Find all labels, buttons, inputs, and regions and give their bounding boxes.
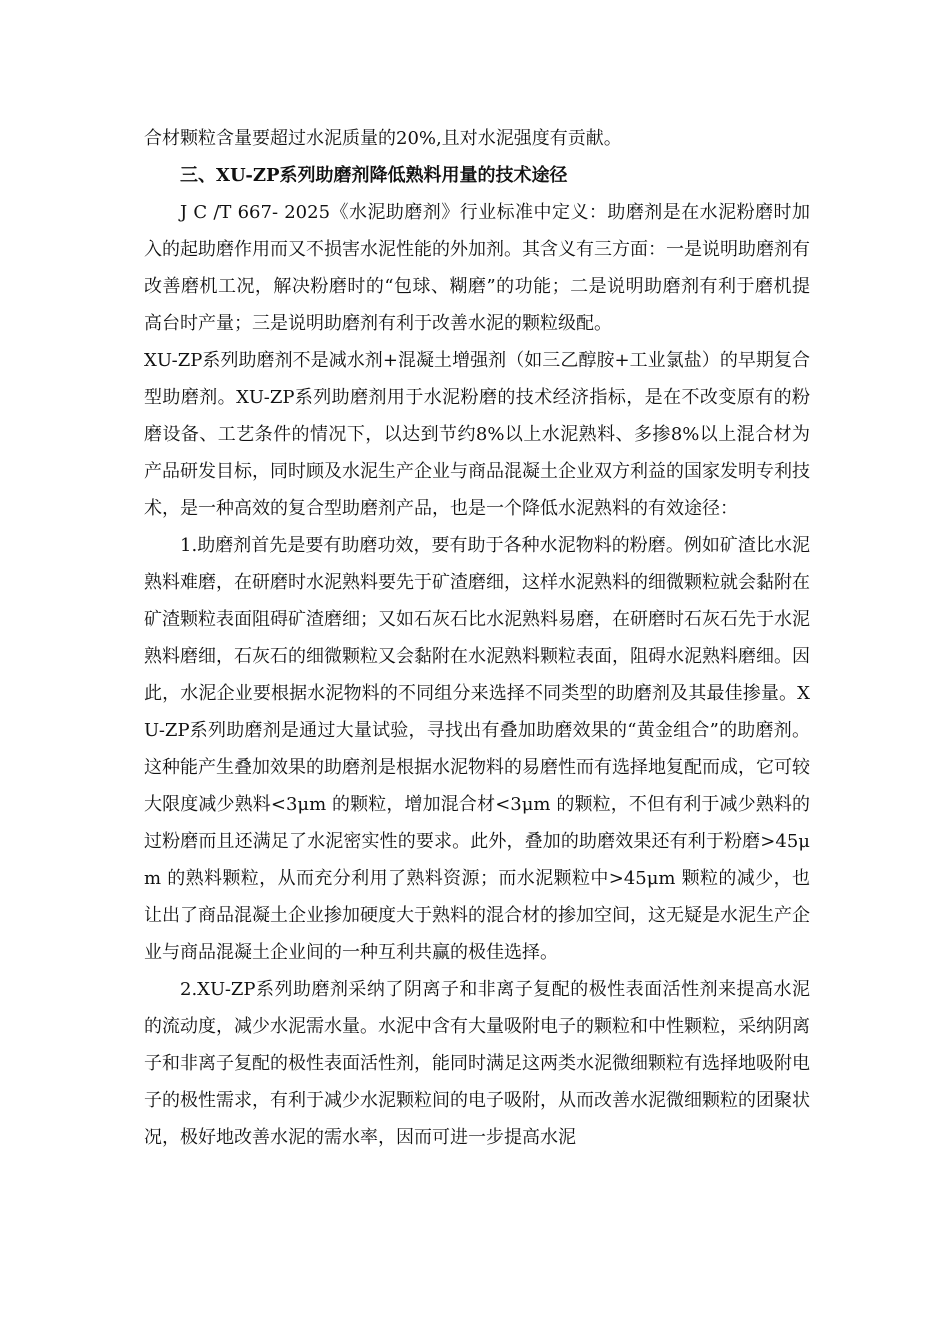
intro-paragraph: J C /T 667- 2025《水泥助磨剂》行业标准中定义：助磨剂是在水泥粉磨时加入的起助磨作用而又不损害水泥性能的外加剂。其含义有三方面：一是说明助磨剂有改善磨机工况，解决粉磨时的“包球、糊磨”的功能；二是说明助磨剂有利于磨机提高台时产量；三是说明助磨剂有利于改善水泥的颗粒级配。 [144, 202, 810, 334]
section-heading: 三、XU-ZP系列助磨剂降低熟料用量的技术途径 [180, 165, 568, 186]
intro-continuation-paragraph: XU-ZP系列助磨剂不是减水剂+混凝土增强剂（如三乙醇胺+工业氯盐）的早期复合型助磨剂。XU-ZP系列助磨剂用于水泥粉磨的技术经济指标，是在不改变原有的粉磨设备、工艺条件的情况下，以达到节约8%以上水泥熟料、多掺8%以上混合材为产品研发目标，同时顾及水泥生产企业与商品混凝土企业双方利益的国家发明专利技术，是一种高效的复合型助磨剂产品，也是一个降低水泥熟料的有效途径： [144, 350, 810, 519]
continuation-text: 合材颗粒含量要超过水泥质量的20%,且对水泥强度有贡献。 [144, 128, 622, 149]
document-page [144, 120, 810, 1156]
point-2-paragraph: 2.XU-ZP系列助磨剂采纳了阴离子和非离子复配的极性表面活性剂来提高水泥的流动度，减少水泥需水量。水泥中含有大量吸附电子的颗粒和中性颗粒，采纳阴离子和非离子复配的极性表面活性剂，能同时满足这两类水泥微细颗粒有选择地吸附电子的极性需求，有利于减少水泥颗粒间的电子吸附，从而改善水泥微细颗粒的团聚状况，极好地改善水泥的需水率，因而可进一步提高水泥 [144, 979, 810, 1148]
point-1-paragraph: 1.助磨剂首先是要有助磨功效，要有助于各种水泥物料的粉磨。例如矿渣比水泥熟料难磨，在研磨时水泥熟料要先于矿渣磨细，这样水泥熟料的细微颗粒就会黏附在矿渣颗粒表面阻碍矿渣磨细；又如石灰石比水泥熟料易磨，在研磨时石灰石先于水泥熟料磨细，石灰石的细微颗粒又会黏附在水泥熟料颗粒表面，阻碍水泥熟料磨细。因此，水泥企业要根据水泥物料的不同组分来选择不同类型的助磨剂及其最佳掺量。XU-ZP系列助磨剂是通过大量试验，寻找出有叠加助磨效果的“黄金组合”的助磨剂。这种能产生叠加效果的助磨剂是根据水泥物料的易磨性而有选择地复配而成，它可较大限度减少熟料<3μm 的颗粒，增加混合材<3μm 的颗粒，不但有利于减少熟料的过粉磨而且还满足了水泥密实性的要求。此外，叠加的助磨效果还有利于粉磨>45μm 的熟料颗粒，从而充分利用了熟料资源；而水泥颗粒中>45μm 颗粒的减少，也让出了商品混凝土企业掺加硬度大于熟料的混合材的掺加空间，这无疑是水泥生产企业与商品混凝土企业间的一种互利共赢的极佳选择。 [144, 535, 810, 963]
